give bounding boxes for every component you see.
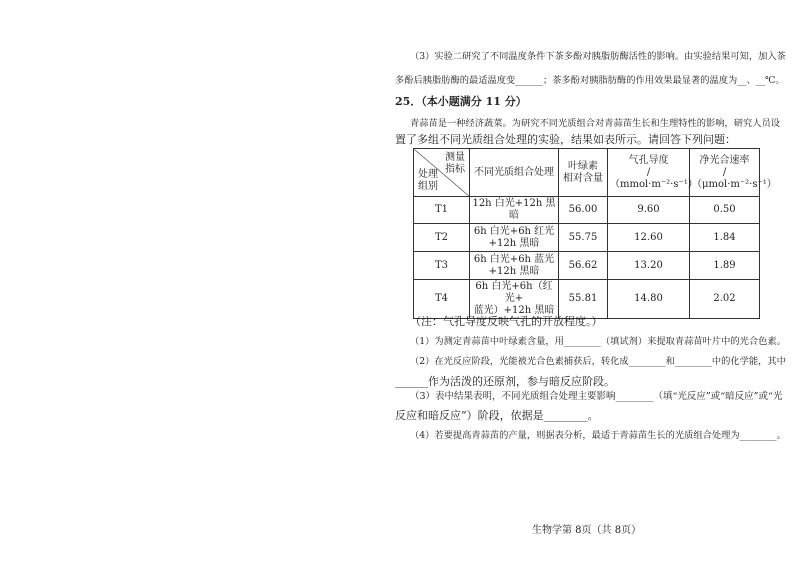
cell-chlorophyll: 55.81 [559,280,608,319]
question-3-line-1: （3）表中结果表明，不同光质组合处理主要影响________（填“光反应”或“暗反应”或“光 [410,391,783,402]
corner-bottom-label: 处理 组别 [418,169,438,192]
cell-stomatal-conductance: 9.60 [608,197,690,224]
question-2-line-2: ______作为活泼的还原剂，参与暗反应阶段。 [395,375,615,388]
q25-header: 25．（本小题满分 11 分） [395,95,527,108]
header-net-photosynthesis: 净光合速率 /（μmol·m⁻²·s⁻¹） [690,149,760,197]
cell-net-photosynthesis: 0.50 [690,197,760,224]
cell-net-photosynthesis: 1.84 [690,224,760,252]
question-4: （4）若要提高青蒜苗的产量，则据表分析，最适于青蒜苗生长的光质组合处理为________。 [410,430,786,441]
cell-group: T4 [414,280,470,319]
intro-line-1: 青蒜苗是一种经济蔬菜。为研究不同光质组合对青蒜苗生长和生理特性的影响，研究人员设 [410,118,780,129]
cell-treatment: 6h 白光+6h 蓝光 +12h 黑暗 [470,252,559,280]
cell-treatment: 12h 白光+12h 黑暗 [470,197,559,224]
cell-stomatal-conductance: 14.80 [608,280,690,319]
table-row [414,197,760,224]
cell-group: T1 [414,197,470,224]
header-stomatal-conductance: 气孔导度 /（mmol·m⁻²·s⁻¹） [608,149,690,197]
cell-net-photosynthesis: 1.89 [690,252,760,280]
cell-stomatal-conductance: 13.20 [608,252,690,280]
results-table [413,148,777,319]
cell-group: T2 [414,224,470,252]
corner-top-label: 测量 指标 [445,152,465,175]
header-chlorophyll: 叶绿素 相对含量 [559,149,608,197]
table-header-row [414,149,760,197]
table-row [414,224,760,252]
cell-group: T3 [414,252,470,280]
header-treatment: 不同光质组合处理 [470,149,559,197]
table-row [414,280,760,319]
question-1: （1）为测定青蒜苗中叶绿素含量，用________（填试剂）来提取青蒜苗叶片中的光合色素。 [410,336,786,347]
q3-line-2: 多酚后胰脂肪酶的最适温度变______；茶多酚对胰脂肪酶的作用效果最显著的温度为__、__℃。 [395,75,785,86]
intro-line-2: 置了多组不同光质组合处理的实验，结果如表所示。请回答下列问题： [395,133,736,146]
question-3-line-2: 反应和暗反应”）阶段，依据是________。 [395,409,599,422]
cell-treatment: 6h 白光+6h（红光+ 蓝光）+12h 黑暗 [470,280,559,319]
cell-chlorophyll: 55.75 [559,224,608,252]
cell-chlorophyll: 56.62 [559,252,608,280]
cell-stomatal-conductance: 12.60 [608,224,690,252]
cell-treatment: 6h 白光+6h 红光 +12h 黑暗 [470,224,559,252]
q3-line-1: （3）实验二研究了不同温度条件下茶多酚对胰脂肪酶活性的影响。由实验结果可知，加入茶 [410,51,786,62]
cell-chlorophyll: 56.00 [559,197,608,224]
question-2-line-1: （2）在光反应阶段，光能被光合色素捕获后，转化成________和________中的化学能，其中 [410,356,786,367]
cell-net-photosynthesis: 2.02 [690,280,760,319]
table-row [414,252,760,280]
header-corner-cell [414,149,470,197]
table-note: （注：气孔导度反映气孔的开放程度。） [410,315,603,328]
page-footer: 生物学第 8页（共 8页） [532,525,642,536]
